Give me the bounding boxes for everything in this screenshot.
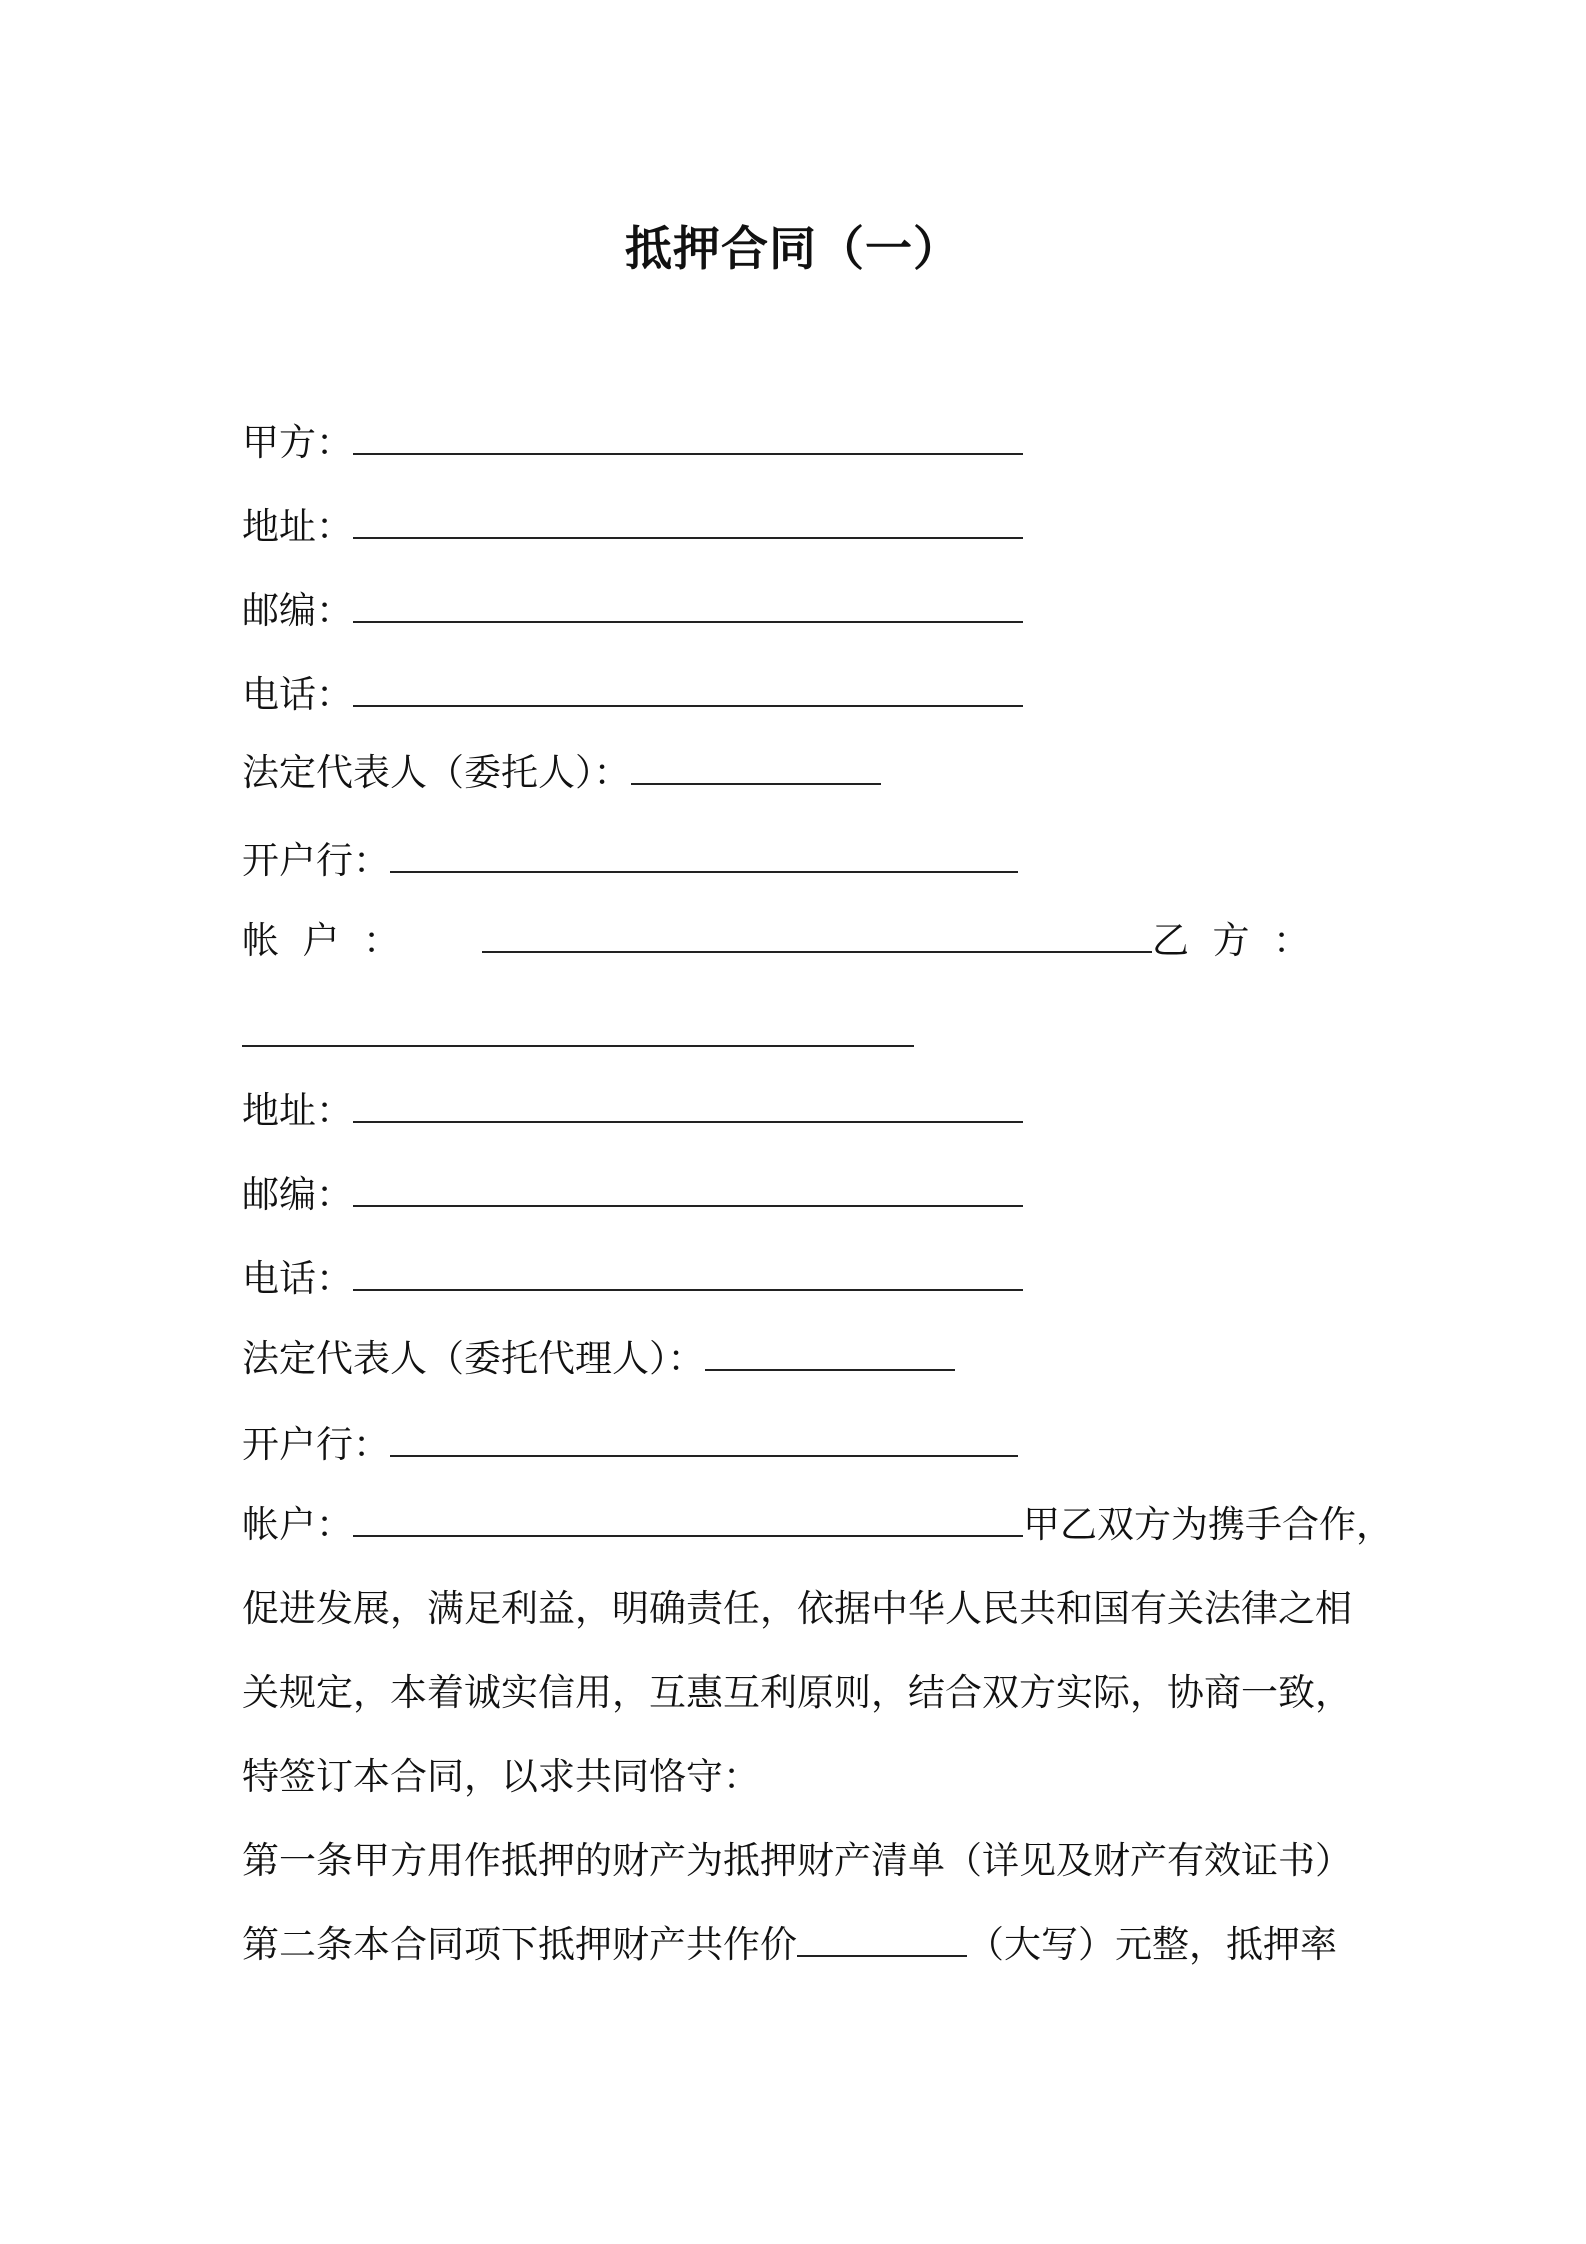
party-b-bank-label: 开户行： [242,1423,390,1466]
party-b-name-blank[interactable] [242,1045,914,1047]
party-b-account-blank[interactable] [353,1501,1023,1537]
clause-2 [242,1920,1372,1970]
party-b-address-label: 地址： [242,1089,353,1132]
party-a-address-label: 地址： [242,505,353,548]
preamble-line-2: 促进发展，满足利益，明确责任，依据中华人民共和国有关法律之相 [242,1587,1352,1630]
party-b-phone-line [242,1254,1023,1304]
party-a-account-label: 帐 户 ： [242,919,401,962]
party-a-bank-blank[interactable] [390,837,1018,873]
party-a-rep-blank[interactable] [631,749,881,785]
preamble-line-3: 关规定，本着诚实信用，互惠互利原则，结合双方实际，协商一致， [242,1671,1352,1714]
clause-2-suffix: （大写）元整，抵押率 [967,1923,1337,1966]
party-a-postcode-label: 邮编： [242,589,353,632]
party-b-rep-blank[interactable] [705,1335,955,1371]
party-b-postcode-line [242,1170,1023,1220]
party-b-rep-label: 法定代表人（委托代理人）： [242,1337,705,1380]
clause-2-prefix: 第二条本合同项下抵押财产共作价 [242,1923,797,1966]
party-a-phone-line [242,670,1023,720]
party-b-postcode-blank[interactable] [353,1171,1023,1207]
preamble-line-1: 甲乙双方为携手合作， [1023,1503,1393,1546]
party-a-phone-blank[interactable] [353,671,1023,707]
party-a-line [242,418,1023,468]
clause-1: 第一条甲方用作抵押的财产为抵押财产清单（详见及财产有效证书） [242,1839,1352,1882]
party-a-address-line [242,502,1023,552]
party-b-account-label: 帐户： [242,1503,353,1546]
preamble-line-4: 特签订本合同，以求共同恪守： [242,1755,760,1798]
party-b-label: 乙 方 ： [1152,919,1311,962]
party-a-postcode-line [242,586,1023,636]
party-b-bank-blank[interactable] [390,1421,1018,1457]
party-a-address-blank[interactable] [353,503,1023,539]
party-b-bank-line [242,1420,1018,1470]
party-b-rep-line [242,1334,955,1384]
party-a-bank-label: 开户行： [242,839,390,882]
clause-2-price-blank[interactable] [797,1921,967,1957]
party-b-address-line [242,1086,1023,1136]
party-a-account-line [242,916,1342,966]
party-a-postcode-blank[interactable] [353,587,1023,623]
party-a-rep-line [242,748,881,798]
party-b-account-line [242,1500,1393,1550]
party-b-phone-label: 电话： [242,1257,353,1300]
party-b-postcode-label: 邮编： [242,1173,353,1216]
party-b-phone-blank[interactable] [353,1255,1023,1291]
party-a-account-blank[interactable] [482,917,1152,953]
party-a-phone-label: 电话： [242,673,353,716]
party-a-blank[interactable] [353,419,1023,455]
page-title: 抵押合同（一） [625,222,961,277]
party-b-address-blank[interactable] [353,1087,1023,1123]
party-a-label: 甲方： [242,421,353,464]
party-a-rep-label: 法定代表人（委托人）： [242,751,631,794]
party-a-bank-line [242,836,1018,886]
